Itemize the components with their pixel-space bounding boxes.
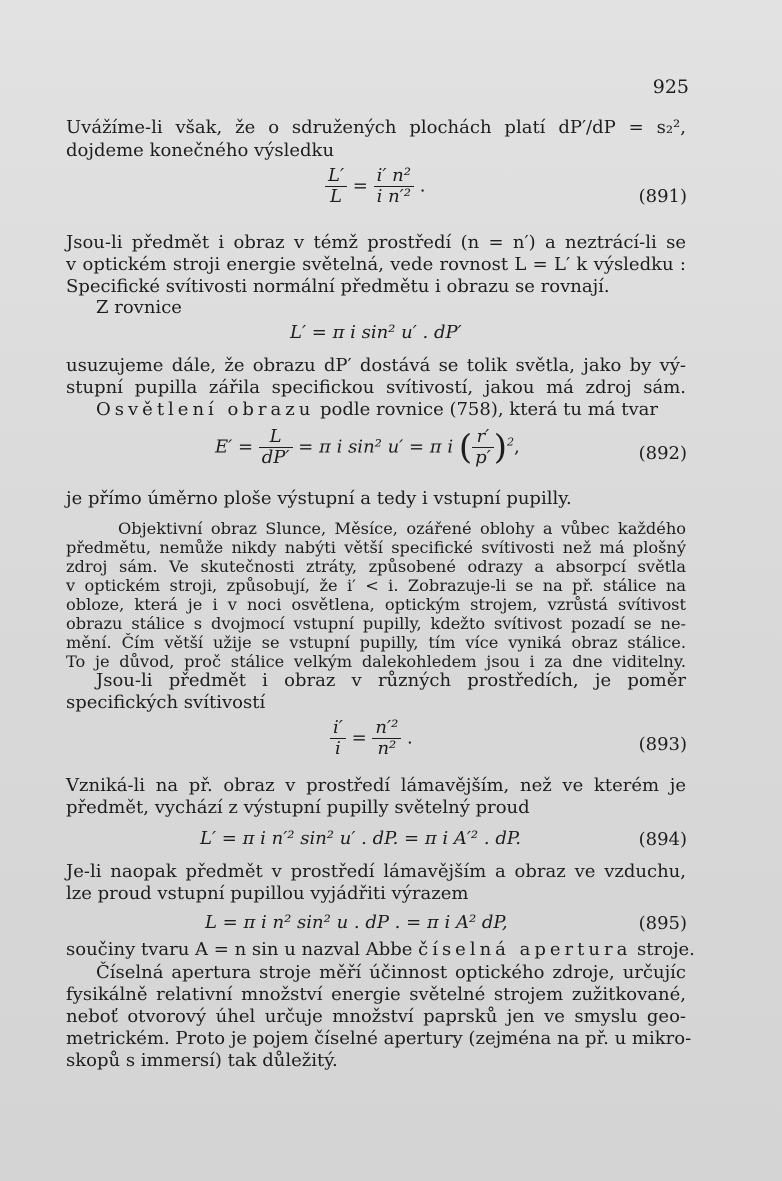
text-line: Je-li naopak předmět v prostředí lámavějším a obraz ve vzduchu,: [66, 861, 686, 882]
text-line-small: mění. Čím větší užije se vstupní pupilly, tím více vyniká obraz stálice.: [66, 633, 686, 652]
text-line: předmět, vychází z výstupní pupilly světelný proud: [66, 797, 530, 818]
text-line-small: obrazu stálice s dvojmocí vstupní pupilly, kdežto svítivost pozadí se ne-: [66, 614, 686, 633]
text-line: Jsou-li předmět i obraz v témž prostředí (n = n′) a neztrácí-li se: [66, 232, 686, 253]
equation-number: (895): [638, 913, 687, 934]
equation-893: $\frac{i'}{i}$ = $\frac{\text{n′²}}{\text{n²}}$ .: [330, 718, 413, 759]
text-line: metrickém. Proto je pojem číselné apertury (zejména na př. u mikro-: [66, 1028, 692, 1049]
text-line: Osvětlení obrazu podle rovnice (758), která tu má tvar: [96, 399, 658, 420]
equation-number: (893): [638, 734, 687, 755]
equation-number: (894): [638, 829, 687, 850]
text-line: Jsou-li předmět i obraz v různých prostředích, je poměr: [96, 670, 686, 691]
text-line: Z rovnice: [96, 297, 182, 318]
text-line: lze proud vstupní pupillou vyjádřiti výrazem: [66, 883, 469, 904]
equation-number: (892): [638, 443, 687, 464]
text-line: Číselná apertura stroje měří účinnost optického zdroje, určujíc: [96, 962, 686, 983]
page-number: 925: [652, 76, 689, 98]
equation-895: L = π i n² sin² u . dP . = π i A² dP,: [205, 912, 508, 933]
equation-892: E′ = $\frac{L}{dP'}$ = π i sin² u′ = π i ( $\frac{r'}{p'}$ )$^2$,: [215, 426, 520, 468]
text-line: neboť otvorový úhel určuje množství paprsků jen ve smyslu geo-: [66, 1006, 686, 1027]
text-line: skopů s immersí) tak důležitý.: [66, 1050, 338, 1071]
text-line-small: v optickém stroji, způsobují, že i′ < i. Zobrazuje-li se na př. stálice na: [66, 576, 686, 595]
equation-number: (891): [638, 186, 687, 207]
text-line: Vzniká-li na př. obraz v prostředí lámavějším, než ve kterém je: [66, 775, 686, 796]
text-line: fysikálně relativní množství energie světelné strojem zužitkované,: [66, 984, 686, 1005]
text-line: dojdeme konečného výsledku: [66, 140, 335, 161]
text-line: v optickém stroji energie světelná, vede rovnost L = L′ k výsledku :: [66, 254, 686, 275]
text-line-small: To je důvod, proč stálice velkým dalekohledem jsou i za dne viditelny.: [66, 652, 686, 671]
text-line: Uvážíme-li však, že o sdružených plochách platí dP′/dP = s₂²,: [66, 117, 686, 138]
text-line-small: předmětu, nemůže nikdy nabýti větší specifické svítivosti než má plošný: [66, 538, 686, 557]
text-line: stupní pupilla zářila specifickou svítivostí, jakou má zdroj sám.: [66, 377, 686, 398]
equation-891: $\frac{L'}{L}$ = $\frac{\text{i′ n²}}{\text{i n′²}}$ .: [325, 166, 425, 207]
text-line: Specifické svítivosti normální předmětu i obrazu se rovnají.: [66, 276, 610, 297]
text-line-small: obloze, která je i v noci osvětlena, optickým strojem, vzrůstá svítivost: [66, 595, 686, 614]
equation-894: L′ = π i n′² sin² u′ . dP. = π i A′² . dP.: [200, 828, 522, 849]
text-line-small: zdroj sám. Ve skutečnosti ztráty, způsobené odrazy a absorpcí světla: [66, 557, 686, 576]
equation-z-rovnice: L′ = π i sin² u′ . dP′: [290, 322, 462, 343]
text-line: specifických svítivostí: [66, 692, 266, 713]
text-line-small: Objektivní obraz Slunce, Měsíce, ozářené oblohy a vůbec každého: [118, 519, 686, 538]
text-line: usuzujeme dále, že obrazu dP′ dostává se tolik světla, jako by vý-: [66, 355, 686, 376]
text-line: je přímo úměrno ploše výstupní a tedy i vstupní pupilly.: [66, 488, 572, 509]
text-line: součiny tvaru A = n sin u nazval Abbe číselná apertura stroje.: [66, 939, 695, 960]
